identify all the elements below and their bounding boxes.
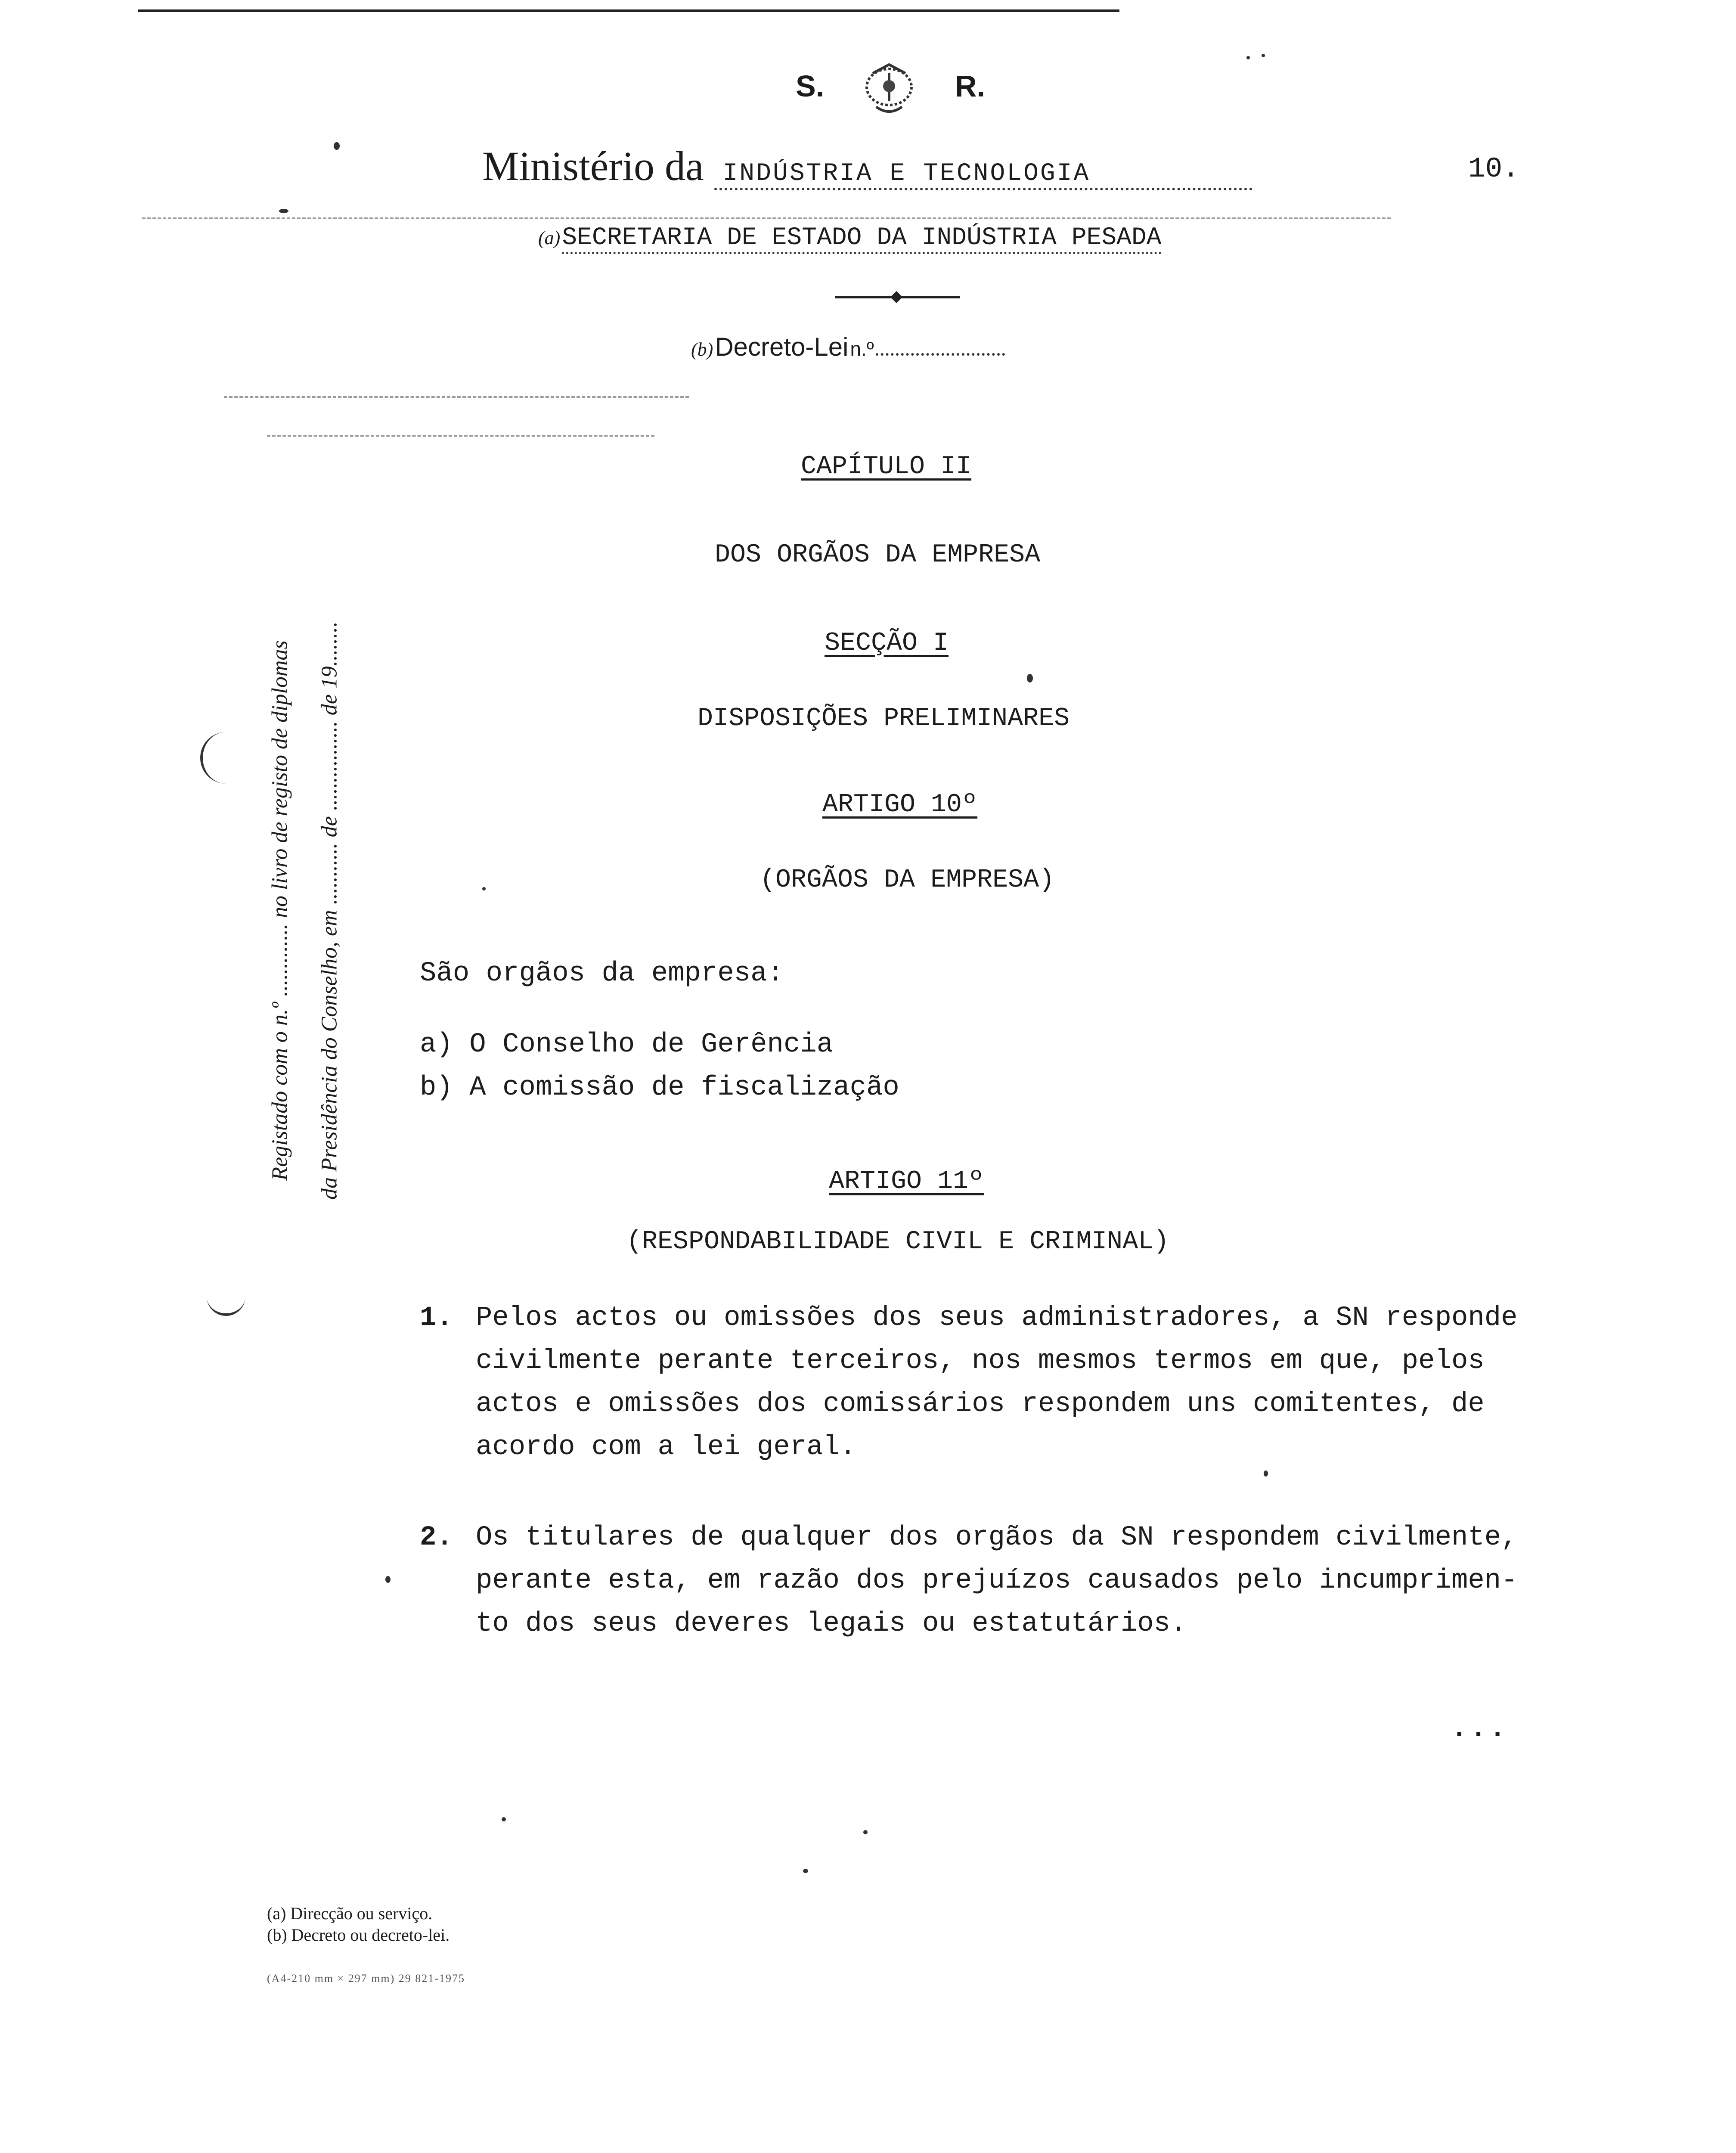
ornament-divider: [835, 293, 960, 301]
article-10-heading: ARTIGO 10º: [822, 790, 978, 819]
paragraph-1-line-4: acordo com a lei geral.: [476, 1432, 856, 1463]
scan-speck: [334, 142, 340, 150]
scan-speck: [863, 1830, 868, 1834]
emblem-left: S.: [796, 69, 825, 103]
article-10-item-a: a) O Conselho de Gerência: [420, 1029, 834, 1060]
ministry-prefix: Ministério da: [482, 143, 704, 189]
scan-speck: [1264, 1470, 1268, 1477]
footnote-a: (a) Direcção ou serviço.: [267, 1904, 433, 1923]
punch-mark-bottom: [207, 1283, 245, 1316]
decree-number-field: [876, 332, 1005, 356]
emblem-right: R.: [955, 69, 985, 103]
secretary-line: [538, 224, 1162, 252]
scan-speck: [1246, 56, 1250, 59]
note-b-marker: (b): [691, 339, 713, 360]
top-rule: [138, 9, 1119, 12]
secretary-name: SECRETARIA DE ESTADO DA INDÚSTRIA PESADA: [562, 224, 1161, 254]
paragraph-2-line-3: to dos seus deveres legais ou estatutários.: [476, 1608, 1187, 1639]
article-10-item-b: b) A comissão de fiscalização: [420, 1072, 899, 1103]
note-a-marker: (a): [538, 227, 561, 248]
punch-mark-top: [200, 732, 233, 784]
article-11-subtitle: (RESPONDABILIDADE CIVIL E CRIMINAL): [626, 1227, 1169, 1256]
guide-line: [142, 217, 1391, 219]
chapter-heading: CAPÍTULO II: [801, 452, 972, 481]
paragraph-1-line-2: civilmente perante terceiros, nos mesmos termos em que, pelos: [476, 1346, 1485, 1377]
continuation-marker: ...: [1451, 1714, 1509, 1745]
decree-number-label: n.º: [850, 338, 874, 360]
paragraph-2-line-1: Os titulares de qualquer dos orgãos da SN respondem civilmente,: [476, 1522, 1518, 1553]
scan-speck: [803, 1869, 808, 1873]
scan-speck: [502, 1817, 506, 1821]
margin-registration-line-1: Registado com o n.º ............. no livro de registo de diplomas: [267, 640, 292, 1181]
decree-line: [691, 332, 1005, 362]
coat-of-arms-icon: [846, 56, 932, 121]
scan-speck: [1262, 54, 1265, 57]
scan-speck: [385, 1576, 391, 1583]
paragraph-1-line-3: actos e omissões dos comissários respondem uns comitentes, de: [476, 1389, 1485, 1420]
ministry-line: [482, 142, 1252, 190]
chapter-title: DOS ORGÃOS DA EMPRESA: [715, 540, 1041, 570]
paragraph-2-line-2: perante esta, em razão dos prejuízos causados pelo incumprimen-: [476, 1565, 1518, 1596]
article-10-intro: São orgãos da empresa:: [420, 958, 784, 989]
decree-label: Decreto-Lei: [715, 332, 849, 361]
paragraph-2-number: 2.: [420, 1522, 453, 1553]
paragraph-1-line-1: Pelos actos ou omissões dos seus administradores, a SN responde: [476, 1303, 1518, 1334]
article-10-subtitle: (ORGÃOS DA EMPRESA): [760, 866, 1055, 895]
scan-speck: [1027, 674, 1033, 683]
guide-line: [224, 396, 689, 398]
footnote-b: (b) Decreto ou decreto-lei.: [267, 1925, 450, 1945]
page-number: 10.: [1468, 153, 1519, 185]
article-11-heading: ARTIGO 11º: [829, 1167, 984, 1196]
paragraph-1-number: 1.: [420, 1303, 453, 1334]
scan-speck: [279, 209, 288, 213]
ministry-name: INDÚSTRIA E TECNOLOGIA: [714, 160, 1252, 190]
margin-registration-line-2: da Presidência do Conselho, em ........... de ................ de 19........: [317, 621, 342, 1200]
section-title: DISPOSIÇÕES PRELIMINARES: [698, 704, 1070, 733]
print-info: (A4-210 mm × 297 mm) 29 821-1975: [267, 1972, 465, 1985]
scan-speck: [482, 887, 486, 890]
section-heading: SECÇÃO I: [825, 629, 949, 658]
